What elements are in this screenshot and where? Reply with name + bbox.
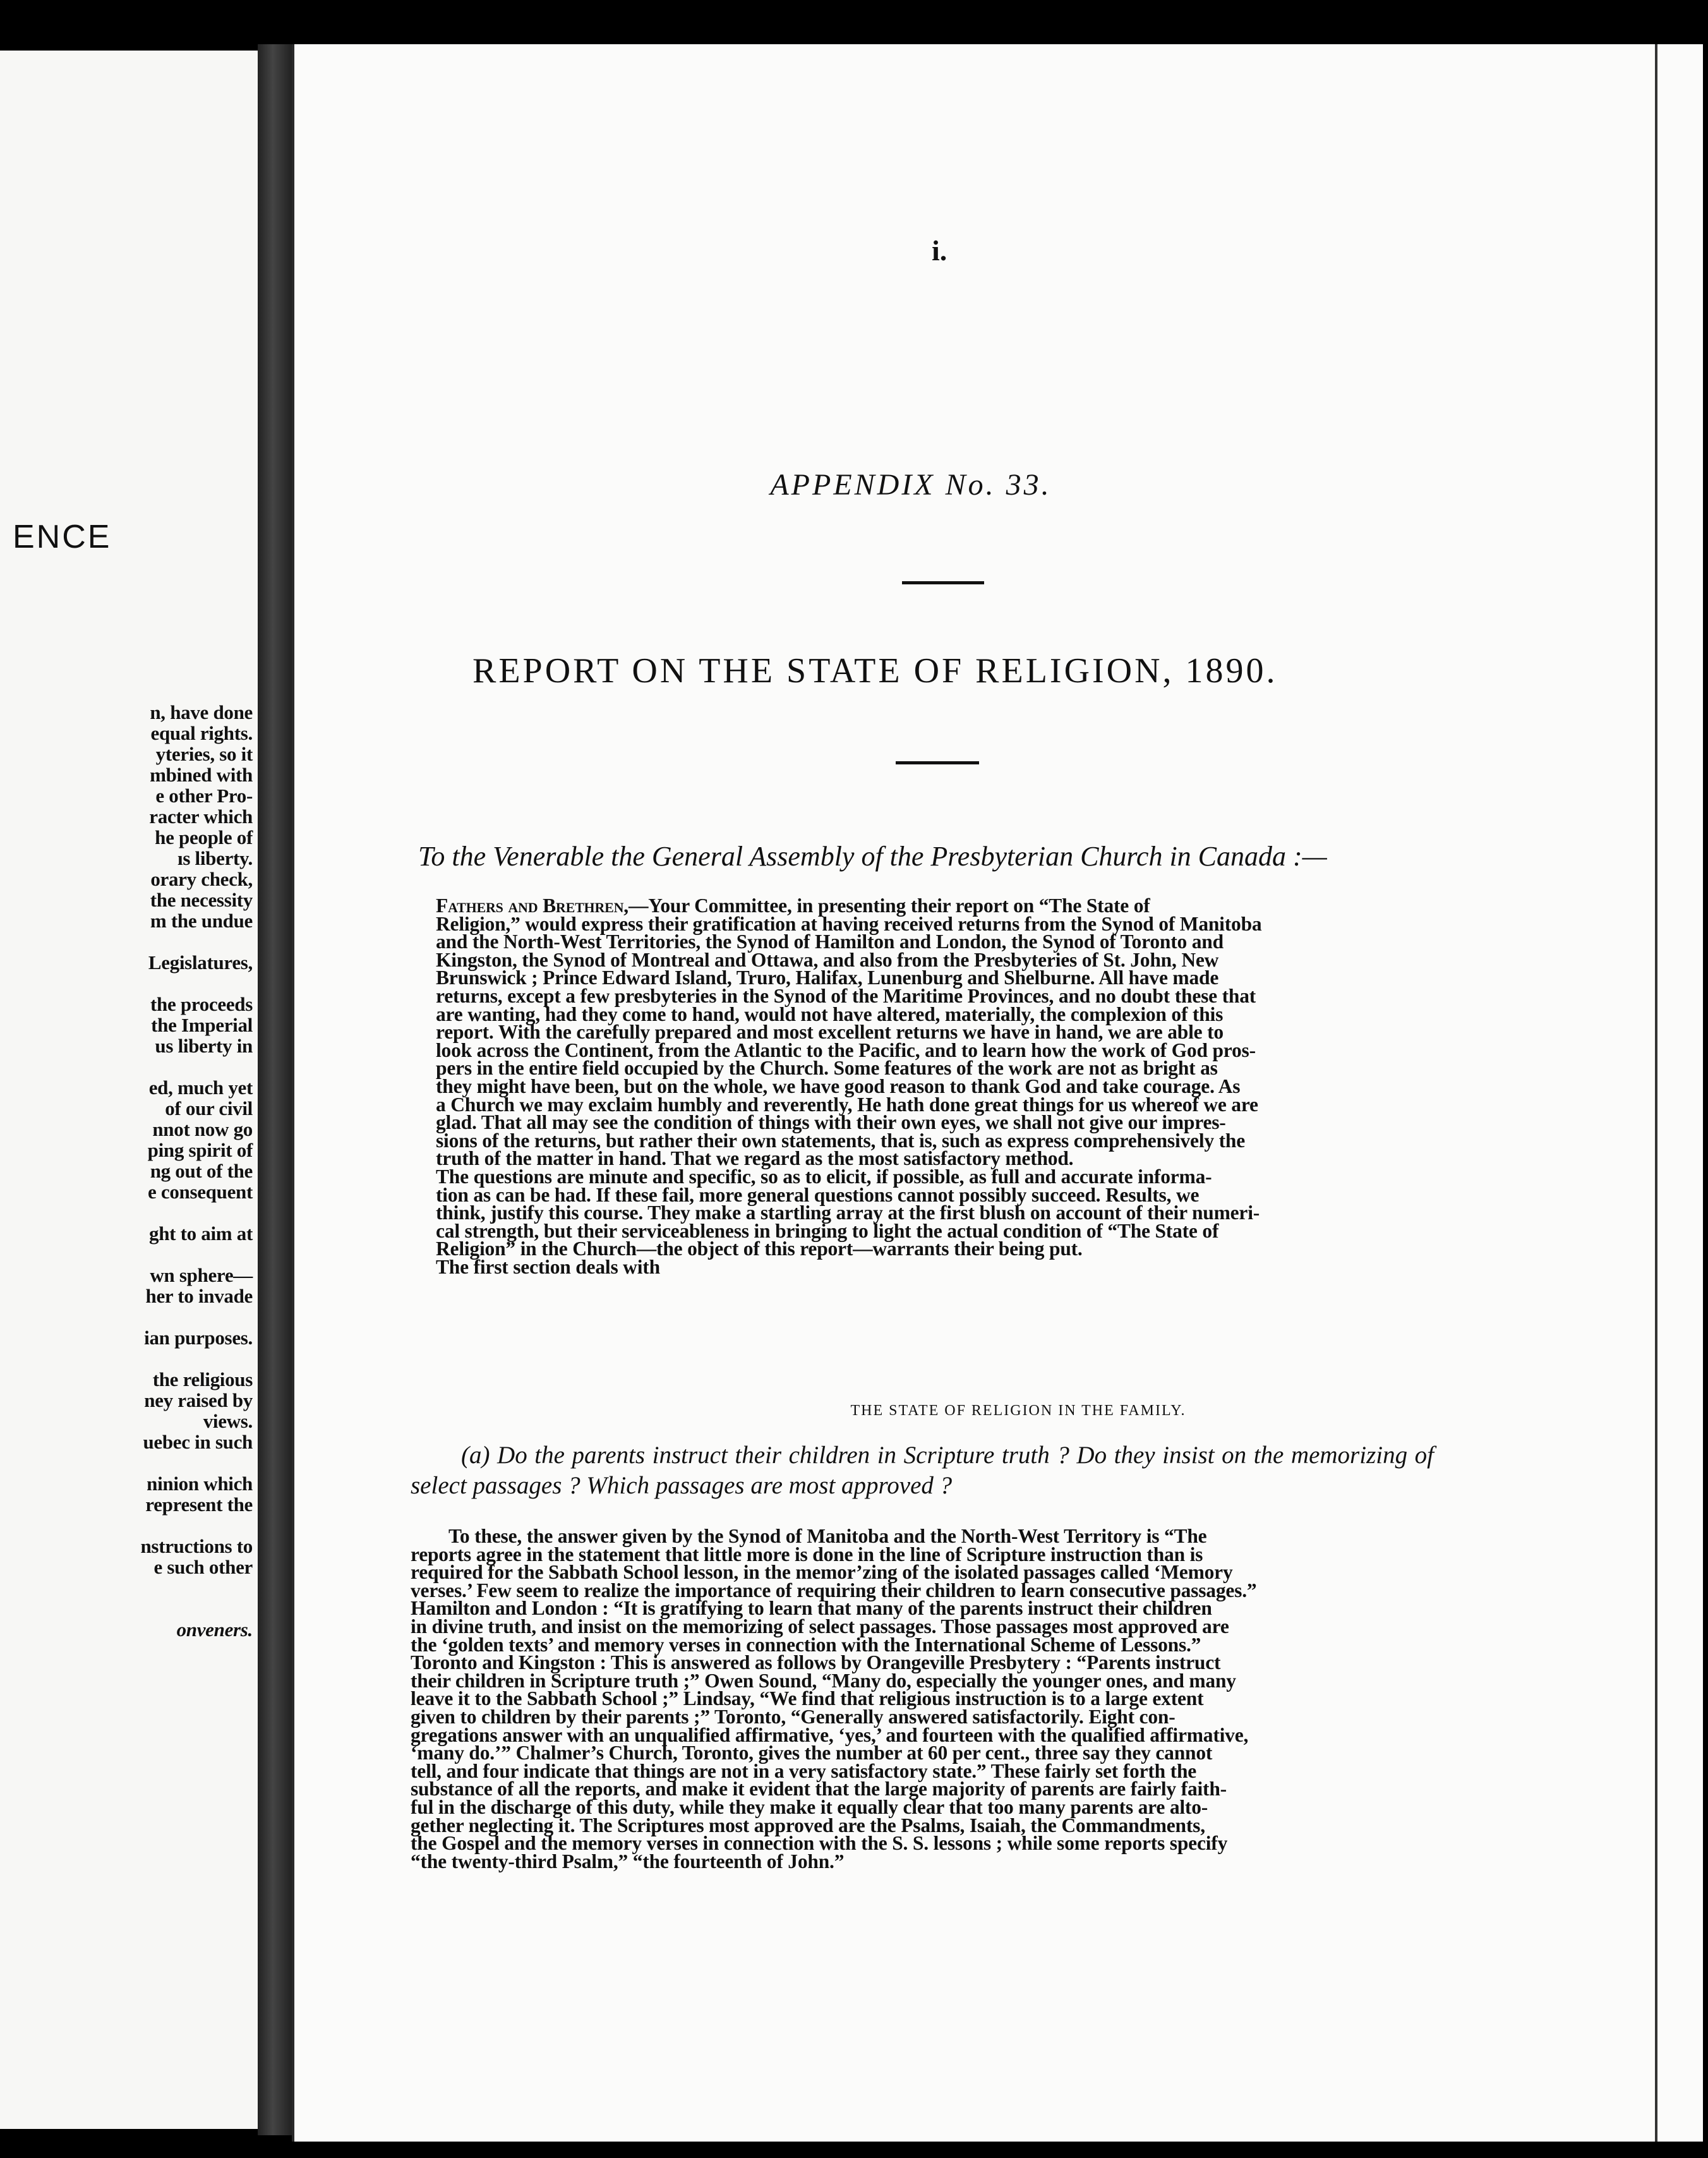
left-page-line: Legislatures, <box>148 951 253 974</box>
intro-line: are wanting, had they come to hand, would not have altered, materially, the complexion of this <box>436 1003 1224 1025</box>
answer-line: their children in Scripture truth ;” Owen Sound, “Many do, especially the younger ones, and many <box>411 1669 1236 1692</box>
answer-line: in divine truth, and insist on the memorizing of select passages. Those passages most approved are <box>411 1615 1229 1637</box>
divider-rule <box>902 581 984 584</box>
left-page-line: equal rights. <box>150 722 253 744</box>
page-edge <box>1655 44 1657 2142</box>
answer-line: Toronto and Kingston : This is answered as follows by Orangeville Presbytery : “Parents instruct <box>411 1651 1221 1674</box>
left-page-line: he people of <box>155 826 253 848</box>
intro-line: and the North-West Territories, the Synod of Hamilton and London, the Synod of Toronto and <box>436 931 1224 953</box>
left-page-line: the religious <box>152 1368 253 1390</box>
intro-line: Religion” in the Church—the object of this report—warrants their being put. <box>436 1238 1083 1260</box>
left-page-line: ney raised by <box>144 1389 253 1411</box>
question-text: (a) Do the parents instruct their children in Scripture truth ? Do they insist on the memorizing of select passages ? Which passages are most approved ? <box>411 1442 1434 1499</box>
left-page-line: ed, much yet <box>148 1076 253 1099</box>
left-page-line: nstructions to <box>140 1535 253 1557</box>
answer-line: ful in the discharge of this duty, while they make it equally clear that too many parents are alto- <box>411 1795 1208 1818</box>
intro-line: think, justify this course. They make a startling array at the first blush on account of their numeri- <box>436 1202 1260 1224</box>
left-page-heading-fragment: ENCE <box>13 519 112 555</box>
left-page-line: ninion which <box>147 1473 253 1495</box>
intro-line: pers in the entire field occupied by the Church. Some features of the work are not as bright as <box>436 1057 1218 1080</box>
intro-line: truth of the matter in hand. That we regard as the most satisfactory method. <box>436 1147 1074 1170</box>
left-page-line: the proceeds <box>150 993 253 1015</box>
answer-paragraph <box>411 1525 1434 1872</box>
intro-paragraph <box>411 897 1434 1276</box>
left-page-line: nnot now go <box>152 1118 253 1140</box>
left-page-line: ght to aim at <box>149 1222 253 1245</box>
address-line: To the Venerable the General Assembly of the Presbyterian Church in Canada :— <box>418 841 1327 872</box>
intro-line: The questions are minute and specific, so as to elicit, if possible, as full and accurate informa- <box>436 1165 1212 1188</box>
answer-line: leave it to the Sabbath School ;” Lindsay, “We find that religious instruction is to a large extent <box>411 1687 1204 1710</box>
left-page-line: views. <box>203 1410 253 1432</box>
report-title: REPORT ON THE STATE OF RELIGION, 1890. <box>472 651 1278 690</box>
answer-line: verses.’ Few seem to realize the importance of requiring their children to learn consecutive passages.” <box>411 1579 1257 1601</box>
answer-line: required for the Sabbath School lesson, in the memor’zing of the isolated passages called ‘Memory <box>411 1561 1233 1584</box>
left-page <box>0 51 265 2129</box>
left-page-line: the necessity <box>150 889 253 911</box>
answer-line: given to children by their parents ;” Toronto, “Generally answered satisfactorily. Eight con- <box>411 1705 1176 1728</box>
left-page-line: ian purposes. <box>144 1327 253 1349</box>
intro-line: The first section deals with <box>436 1255 660 1278</box>
left-page-line: the Imperial <box>151 1014 253 1036</box>
left-page-line: m the undue <box>150 910 253 932</box>
intro-line: a Church we may exclaim humbly and reverently, He hath done great things for us whereof we are <box>436 1093 1258 1116</box>
intro-line: tion as can be had. If these fail, more general questions cannot possibly succeed. Results, we <box>436 1183 1200 1206</box>
appendix-title: APPENDIX No. 33. <box>770 468 1052 502</box>
intro-first-line: Fathers and Brethren,—Your Committee, in presenting their report on “The State of <box>436 895 1150 917</box>
intro-line: Brunswick ; Prince Edward Island, Truro, Halifax, Lunenburg and Shelburne. All have made <box>436 967 1219 989</box>
answer-line: tell, and four indicate that things are not in a very satisfactory state.” These fairly set forth the <box>411 1759 1197 1782</box>
left-page-line: e consequent <box>147 1181 253 1203</box>
left-page-line: represent the <box>145 1493 253 1516</box>
divider-rule <box>896 761 979 764</box>
answer-line: Hamilton and London : “It is gratifying to learn that many of the parents instruct their children <box>411 1597 1212 1620</box>
left-page-line: us liberty in <box>155 1035 253 1057</box>
left-page-line: of our civil <box>165 1097 253 1119</box>
section-heading: THE STATE OF RELIGION IN THE FAMILY. <box>850 1402 1186 1419</box>
intro-line: cal strength, but their serviceableness in bringing to light the actual condition of “The State of <box>436 1219 1219 1242</box>
intro-line: Religion,” would express their gratification at having received returns from the Synod of Manitoba <box>436 912 1262 935</box>
page-number: i. <box>932 234 947 267</box>
left-page-line: onveners. <box>176 1618 253 1641</box>
answer-line: the ‘golden texts’ and memory verses in connection with the International Scheme of Lessons.” <box>411 1633 1201 1656</box>
answer-line: ‘many do.’” Chalmer’s Church, Toronto, gives the number at 60 per cent., three say they cannot <box>411 1742 1213 1764</box>
answer-line: substance of all the reports, and make it evident that the large majority of parents are fairly faith- <box>411 1778 1227 1800</box>
intro-line: glad. That all may see the condition of things with their own eyes, we shall not give our impres- <box>436 1111 1226 1134</box>
intro-line: look across the Continent, from the Atlantic to the Pacific, and to learn how the work of God pros- <box>436 1039 1256 1061</box>
left-page-line: orary check, <box>150 868 253 890</box>
intro-line: they might have been, but on the whole, we have good reason to thank God and take courage. As <box>436 1075 1241 1097</box>
left-page-line: mbined with <box>150 764 253 786</box>
salutation: Fathers and Brethren, <box>436 895 628 917</box>
left-page-line: ng out of the <box>150 1160 253 1182</box>
answer-line: To these, the answer given by the Synod of Manitoba and the North-West Territory is “The <box>448 1525 1207 1547</box>
book-gutter <box>258 44 296 2135</box>
intro-line: Kingston, the Synod of Montreal and Ottawa, and also from the Presbyteries of St. John, New <box>436 948 1219 971</box>
left-page-line: yteries, so it <box>155 743 253 765</box>
left-page-line: e other Pro- <box>155 785 253 807</box>
left-page-line: ıs liberty. <box>177 847 253 869</box>
left-page-line: uebec in such <box>143 1431 253 1453</box>
intro-body <box>411 912 1434 1278</box>
left-page-line: e such other <box>153 1556 253 1578</box>
intro-line: returns, except a few presbyteries in the Synod of the Maritime Provinces, and no doubt these that <box>436 984 1256 1007</box>
left-page-line: ping spirit of <box>147 1139 253 1161</box>
left-page-line: wn sphere— <box>150 1264 253 1286</box>
answer-line: gregations answer with an unqualified affirmative, ‘yes,’ and fourteen with the qualified affirmative, <box>411 1723 1249 1746</box>
intro-line: sions of the returns, but rather their own statements, that is, such as express comprehensively the <box>436 1129 1246 1152</box>
left-page-line: her to invade <box>145 1285 253 1307</box>
answer-line: “the twenty-third Psalm,” “the fourteenth of John.” <box>411 1850 845 1872</box>
intro-line: report. With the carefully prepared and most excellent returns we have in hand, we are able to <box>436 1021 1224 1044</box>
answer-line: the Gospel and the memory verses in connection with the S. S. lessons ; while some reports specify <box>411 1832 1228 1855</box>
answer-line: gether neglecting it. The Scriptures most approved are the Psalms, Isaiah, the Commandments, <box>411 1814 1205 1836</box>
left-page-line: racter which <box>149 805 253 828</box>
answer-line: reports agree in the statement that little more is done in the line of Scripture instruction than is <box>411 1543 1203 1565</box>
left-page-line: n, have done <box>150 701 253 723</box>
